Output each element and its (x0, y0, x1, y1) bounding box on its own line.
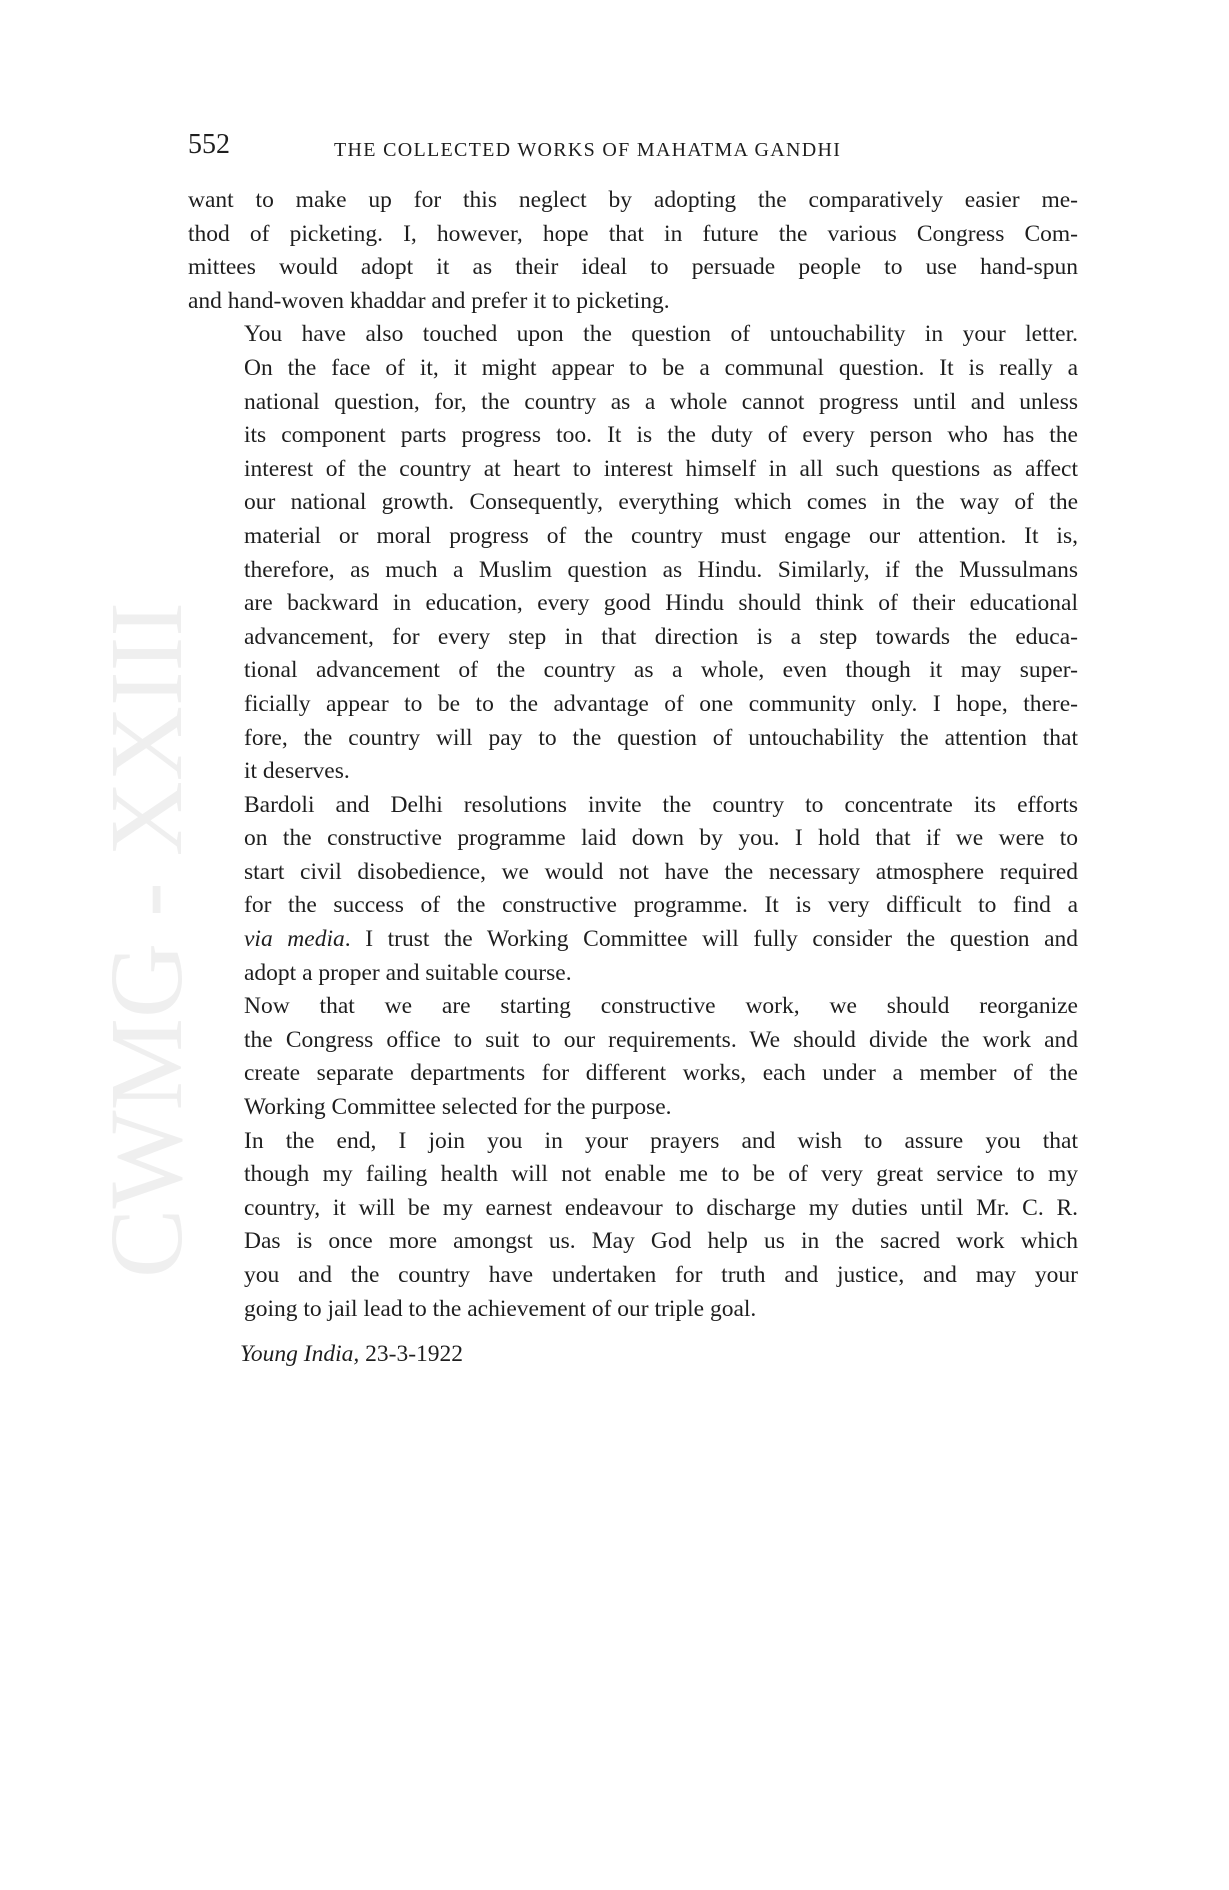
paragraph (188, 789, 1078, 991)
text-line: start civil disobedience, we would not have the necessary atmosphere required (244, 858, 1078, 885)
text-line: though my failing health will not enable me to be of very great service to my (244, 1161, 1078, 1188)
text-line: going to jail lead to the achievement of our triple goal. (244, 1295, 757, 1322)
publication-date: 23-3-1922 (365, 1341, 464, 1367)
page-header (188, 128, 1088, 168)
text-line: Das is once more amongst us. May God help us in the sacred work which (244, 1228, 1078, 1255)
paragraph (188, 318, 1078, 788)
source-citation (240, 1338, 463, 1372)
text-line: for the success of the constructive programme. It is very difficult to find a (244, 892, 1078, 919)
running-head: THE COLLECTED WORKS OF MAHATMA GANDHI (334, 139, 842, 161)
paragraph (188, 184, 1078, 318)
text-line: want to make up for this neglect by adopting the comparatively easier me- (188, 187, 1078, 213)
text-line: interest of the country at heart to interest himself in all such questions as affect (244, 455, 1078, 482)
text-line: on the constructive programme laid down by you. I hold that if we were to (244, 825, 1078, 852)
text-line: tional advancement of the country as a whole, even though it may super- (244, 657, 1078, 684)
text-line: country, it will be my earnest endeavour to discharge my duties until Mr. C. R. (244, 1194, 1078, 1221)
text-line: you and the country have undertaken for truth and justice, and may your (244, 1262, 1078, 1288)
text-line: material or moral progress of the country must engage our attention. It is, (244, 522, 1078, 549)
text-line: Bardoli and Delhi resolutions invite the country to concentrate its efforts (244, 791, 1078, 818)
text-line: Working Committee selected for the purpose. (244, 1094, 672, 1121)
publication-name: Young India, (240, 1341, 360, 1367)
text-line: Now that we are starting constructive work, we should reorganize (244, 993, 1078, 1020)
italic-phrase: via media (244, 926, 345, 953)
text-line: thod of picketing. I, however, hope that in future the various Congress Com- (188, 220, 1078, 247)
text-line: In the end, I join you in your prayers and wish to assure you that (244, 1127, 1078, 1154)
text-line: the Congress office to suit to our requirements. We should divide the work and (244, 1026, 1078, 1053)
text-line: adopt a proper and suitable course. (244, 959, 572, 986)
text-line: our national growth. Consequently, everything which comes in the way of the (244, 489, 1078, 516)
text-line: via media. I trust the Working Committee will fully consider the question and (244, 926, 1078, 953)
paragraph (188, 990, 1078, 1124)
text-line: ficially appear to be to the advantage of one community only. I hope, there- (244, 690, 1078, 717)
body-text (188, 184, 1078, 1326)
text-line: its component parts progress too. It is the duty of every person who has the (244, 422, 1078, 449)
text-line: national question, for, the country as a whole cannot progress until and unless (244, 388, 1078, 415)
text-line: it deserves. (244, 758, 350, 785)
text-line: advancement, for every step in that direction is a step towards the educa- (244, 623, 1078, 650)
text-line: create separate departments for different works, each under a member of the (244, 1060, 1078, 1087)
text-line: On the face of it, it might appear to be a communal question. It is really a (244, 354, 1078, 381)
text-line: therefore, as much a Muslim question as Hindu. Similarly, if the Mussulmans (244, 556, 1078, 583)
paragraph (188, 1125, 1078, 1327)
text-line: mittees would adopt it as their ideal to persuade people to use hand-spun (188, 254, 1078, 281)
page-number: 552 (188, 129, 230, 160)
text-line: and hand-woven khaddar and prefer it to picketing. (188, 287, 670, 314)
text-line: You have also touched upon the question of untouchability in your letter. (244, 321, 1078, 348)
text-line: fore, the country will pay to the question of untouchability the attention that (244, 724, 1078, 751)
watermark: CWMG - XXIII (89, 602, 204, 1278)
text-line: are backward in education, every good Hindu should think of their educational (244, 590, 1078, 617)
